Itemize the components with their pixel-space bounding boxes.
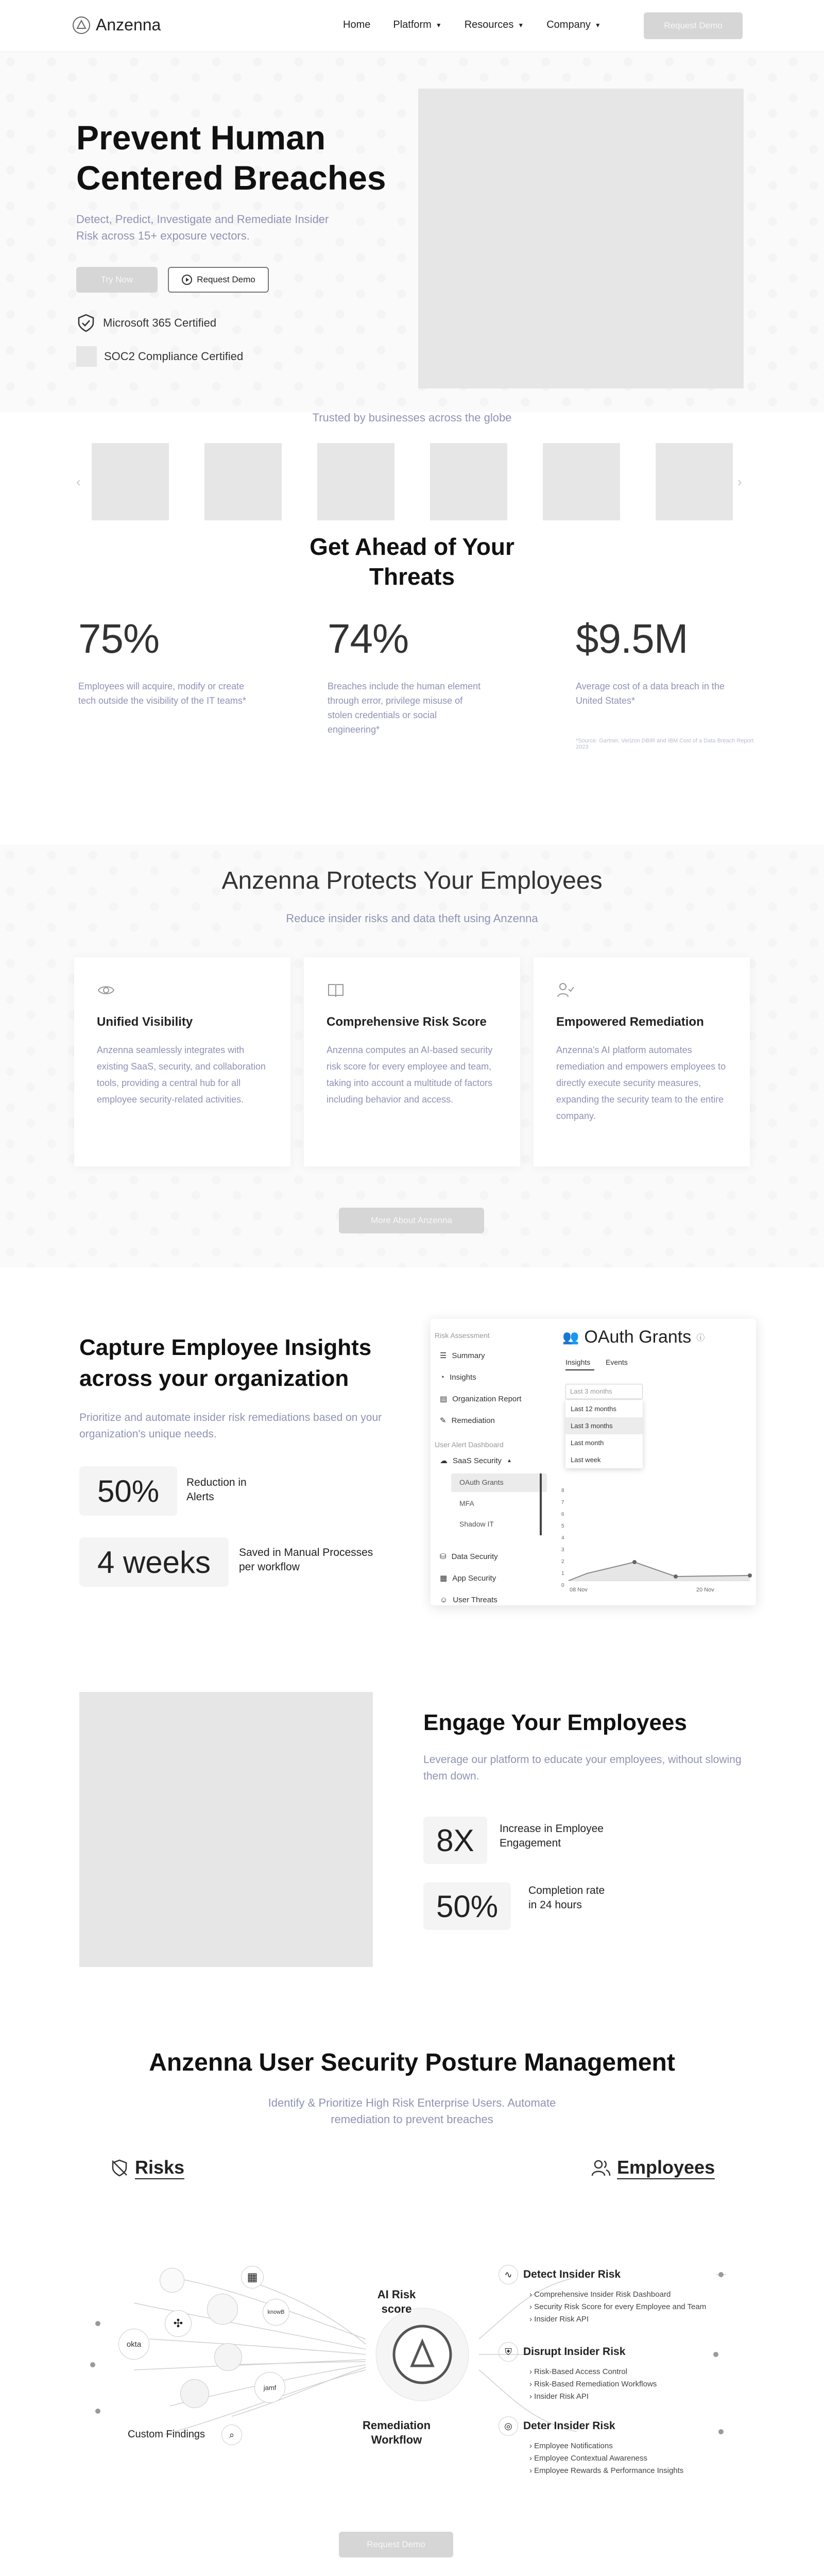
nav-home[interactable] <box>343 19 370 31</box>
engage-subtitle: Leverage our platform to educate your employees, without slowing them down. <box>423 1754 742 1782</box>
doc-icon: ▤ <box>440 1395 448 1403</box>
mock-group-label: App Security <box>452 1573 496 1583</box>
uspm-group <box>499 2416 683 2477</box>
mock-range-option[interactable]: Last month <box>571 1439 604 1447</box>
pulse-icon: ∿ <box>499 2265 518 2284</box>
brand-name: Anzenna <box>96 15 161 34</box>
dashboard-mock <box>431 1319 756 1605</box>
insights-subtitle: Prioritize and automate insider risk remediations based on your organization's unique needs. <box>79 1412 382 1440</box>
mock-item-label: Organization Report <box>452 1394 522 1403</box>
group-title: Deter Insider Risk <box>523 2420 615 2432</box>
search-icon: ⌕ <box>221 2425 242 2445</box>
database-icon: ⛁ <box>440 1552 447 1561</box>
mock-group-label: Data Security <box>451 1552 498 1561</box>
mock-sidebar-item[interactable] <box>440 1388 558 1410</box>
mock-sidebar <box>440 1345 558 1431</box>
mock-range-option[interactable]: Last 12 months <box>571 1405 616 1413</box>
mock-sidebar-item[interactable] <box>440 1410 558 1431</box>
metric-label: Reduction in Alerts <box>186 1477 247 1503</box>
y-tick: 6 <box>561 1512 564 1517</box>
mock-range-menu <box>565 1400 643 1468</box>
user-icon: ☺ <box>440 1595 448 1604</box>
jamf-node-icon: jamf <box>254 2372 285 2403</box>
mock-sub-item[interactable]: Shadow IT <box>459 1520 494 1528</box>
mock-tab-events[interactable]: Events <box>606 1358 628 1366</box>
employees-heading <box>591 2157 715 2179</box>
nav-platform[interactable] <box>393 19 441 31</box>
group-item-label: Employee Notifications <box>534 2442 613 2450</box>
card-title: Unified Visibility <box>97 1015 193 1029</box>
y-tick: 8 <box>561 1488 564 1494</box>
mock-group-item[interactable] <box>440 1546 498 1567</box>
y-tick: 4 <box>561 1535 564 1541</box>
metric-value: 50% <box>423 1883 511 1930</box>
y-tick: 2 <box>561 1559 564 1565</box>
chevron-down-icon: ▼ <box>435 21 442 29</box>
mock-range-option[interactable]: Last 3 months <box>565 1417 643 1434</box>
group-item-label: Insider Risk API <box>534 2315 589 2324</box>
mock-section2-label: User Alert Dashboard <box>435 1440 504 1449</box>
play-circle-icon <box>181 274 193 285</box>
group-header <box>499 2265 706 2284</box>
group-item: › Insider Risk API <box>529 2315 589 2324</box>
cert-soc2-label: SOC2 Compliance Certified <box>104 350 244 363</box>
mock-section-label: Risk Assessment <box>435 1331 490 1340</box>
integration-node-icon <box>214 2343 242 2371</box>
metric-value: 8X <box>423 1817 487 1864</box>
group-item: › Comprehensive Insider Risk Dashboard <box>529 2290 671 2299</box>
cert-microsoft-label: Microsoft 365 Certified <box>103 316 217 329</box>
stat-text: Employees will acquire, modify or create tech outside the visibility of the IT teams* <box>78 681 246 706</box>
card-title: Comprehensive Risk Score <box>327 1015 487 1029</box>
mock-sub-item[interactable]: OAuth Grants <box>459 1478 504 1486</box>
stat-value: 75% <box>78 616 160 662</box>
protects-subtitle: Reduce insider risks and data theft using Anzenna <box>286 912 538 925</box>
okta-node-icon: okta <box>118 2329 149 2360</box>
nav-links <box>343 19 601 31</box>
client-logo <box>204 443 282 520</box>
trusted-label: Trusted by businesses across the globe <box>312 411 512 424</box>
hero-image <box>418 89 744 388</box>
uspm-group <box>499 2342 657 2403</box>
feature-card <box>304 957 520 1166</box>
mock-item-label: Insights <box>450 1372 476 1382</box>
stats-footnote: *Source: Gartner, Verizon DBIR and IBM Cost of a Data Breach Report 2023 <box>576 738 754 750</box>
nav-request-demo-button[interactable]: Request Demo <box>644 12 743 39</box>
slack-node-icon: ✣ <box>165 2310 192 2337</box>
hero-request-demo-button[interactable] <box>168 267 269 293</box>
group-header <box>499 2416 683 2436</box>
chevron-down-icon: ▼ <box>594 21 601 29</box>
client-logo <box>543 443 620 520</box>
mock-group-item[interactable] <box>440 1589 497 1611</box>
mock-tab-insights[interactable]: Insights <box>565 1358 591 1366</box>
mock-group-label: User Threats <box>453 1595 497 1604</box>
metric-label: Increase in Employee Engagement <box>500 1823 604 1849</box>
mock-scrollbar[interactable] <box>540 1473 542 1535</box>
card-text: Anzenna seamlessly integrates with existing SaaS, security, and collaboration tools, providing a central hub for all employee security-related activities. <box>97 1045 266 1105</box>
app-icon: ▦ <box>440 1574 448 1583</box>
mock-range-select[interactable]: Last 3 months <box>565 1384 643 1399</box>
group-item: › Insider Risk API <box>529 2392 589 2401</box>
list-icon: ☰ <box>440 1351 447 1360</box>
group-item-label: Employee Contextual Awareness <box>534 2454 648 2463</box>
mock-saas-item[interactable] <box>440 1450 512 1471</box>
nav-home-label: Home <box>343 19 371 30</box>
metric-label: Saved in Manual Processes per workflow <box>239 1547 373 1573</box>
target-icon: ◎ <box>499 2416 518 2436</box>
mock-chart <box>562 1485 753 1598</box>
group-items <box>529 2366 657 2403</box>
y-tick: 0 <box>561 1583 564 1588</box>
feature-card <box>74 957 290 1166</box>
uspm-subtitle: Identify & Prioritize High Risk Enterprise Users. Automate remediation to prevent breaches <box>268 2096 556 2126</box>
threats-title: Get Ahead of Your Threats <box>310 533 514 590</box>
chevron-up-icon: ▲ <box>507 1458 512 1464</box>
shield-check-icon <box>76 313 96 333</box>
uspm-request-demo-button[interactable]: Request Demo <box>339 2532 453 2557</box>
mock-sidebar-item[interactable] <box>440 1366 558 1388</box>
metric-value: 50% <box>79 1466 177 1516</box>
nav-resources[interactable] <box>465 19 524 31</box>
mock-sub-item[interactable]: MFA <box>459 1499 474 1507</box>
remediation-label: Remediation Workflow <box>362 2419 431 2446</box>
carousel-next-icon[interactable]: › <box>737 474 742 489</box>
mock-header <box>562 1327 705 1347</box>
ai-risk-label: AI Risk score <box>377 2288 416 2315</box>
client-logo <box>92 443 169 520</box>
hero-subtitle: Detect, Predict, Investigate and Remediate Insider Risk across 15+ exposure vectors. <box>76 213 329 242</box>
integration-node-icon <box>160 2268 184 2293</box>
users-icon: 👥 <box>562 1329 579 1345</box>
cert-soc2 <box>76 346 243 367</box>
bulb-icon: ◔ <box>440 1372 445 1382</box>
group-item-label: Risk-Based Access Control <box>534 2367 628 2376</box>
mock-y-axis <box>561 1488 564 1588</box>
group-item: › Employee Contextual Awareness <box>529 2454 648 2463</box>
mock-item-label: Remediation <box>451 1416 495 1425</box>
group-title: Disrupt Insider Risk <box>523 2346 626 2358</box>
engage-title: Engage Your Employees <box>423 1710 687 1735</box>
group-item-label: Security Risk Score for every Employee and Team <box>534 2302 707 2311</box>
stat-text: Breaches include the human element through error, privilege misuse of stolen credentials or social engineering* <box>328 681 481 735</box>
group-items <box>529 2289 706 2326</box>
stat-value: $9.5M <box>576 616 688 662</box>
mock-tab-underline <box>565 1369 594 1370</box>
group-item-label: Risk-Based Remediation Workflows <box>534 2380 657 2388</box>
card-text: Anzenna computes an AI-based security risk score for every employee and team, taking into account a multitude of factors including behavior and access. <box>327 1045 493 1105</box>
top-nav <box>0 0 824 52</box>
uspm-group <box>499 2265 706 2326</box>
client-logo <box>656 443 733 520</box>
metric-value: 4 weeks <box>79 1537 229 1587</box>
group-item-label: Comprehensive Insider Risk Dashboard <box>534 2290 671 2299</box>
chevron-down-icon: ▼ <box>518 21 524 29</box>
user-check-icon <box>556 981 575 999</box>
risks-label: Risks <box>135 2157 184 2179</box>
group-item: › Risk-Based Remediation Workflows <box>529 2380 657 2388</box>
eye-icon <box>97 981 115 999</box>
microsoft-node-icon: ▦ <box>241 2266 264 2289</box>
group-header <box>499 2342 657 2362</box>
users-icon <box>591 2159 611 2177</box>
group-item: › Security Risk Score for every Employee and Team <box>529 2302 707 2311</box>
mock-range-option[interactable]: Last week <box>571 1456 601 1464</box>
wrench-icon: ✎ <box>440 1416 447 1425</box>
x-tick: 08 Nov <box>570 1587 588 1593</box>
mock-header-title: OAuth Grants <box>584 1327 692 1347</box>
integration-node-icon <box>180 2379 209 2408</box>
carousel-prev-icon[interactable]: ‹ <box>76 474 81 489</box>
mock-sidebar-item[interactable] <box>440 1345 558 1366</box>
info-icon: ⓘ <box>696 1334 705 1343</box>
employees-label: Employees <box>617 2157 715 2179</box>
nav-platform-label: Platform <box>393 19 432 30</box>
card-title: Empowered Remediation <box>556 1015 704 1029</box>
client-logo <box>430 443 507 520</box>
card-text: Anzenna's AI platform automates remediation and empowers employees to directly execute security measures, expanding the security team to the entire company. <box>556 1045 726 1121</box>
group-item: › Employee Rewards & Performance Insights <box>529 2466 684 2475</box>
mock-group-item[interactable] <box>440 1567 496 1589</box>
shield-icon: ⛨ <box>499 2342 518 2362</box>
try-now-button[interactable]: Try Now <box>76 267 158 293</box>
shield-off-icon <box>110 2159 129 2177</box>
integration-node-icon <box>207 2294 238 2325</box>
stat-text: Average cost of a data breach in the United States* <box>576 681 725 706</box>
stat-value: 74% <box>328 616 409 662</box>
risks-heading <box>110 2157 184 2179</box>
group-title: Detect Insider Risk <box>523 2268 621 2280</box>
client-logo <box>317 443 394 520</box>
uspm-title: Anzenna User Security Posture Management <box>149 2049 675 2076</box>
protects-title: Anzenna Protects Your Employees <box>221 867 603 894</box>
more-about-button[interactable]: More About Anzenna <box>339 1208 484 1233</box>
nav-resources-label: Resources <box>464 19 514 30</box>
x-tick: 20 Nov <box>696 1587 714 1593</box>
cert-microsoft <box>76 313 216 333</box>
insights-title: Capture Employee Insights across your organization <box>79 1335 372 1391</box>
engage-image <box>79 1692 373 1967</box>
soc2-badge-icon <box>76 346 97 367</box>
nav-company[interactable] <box>546 19 601 31</box>
anzenna-logo-icon <box>72 16 91 35</box>
group-items <box>529 2440 683 2477</box>
book-icon <box>327 981 345 999</box>
knowbe4-node-icon: knowB <box>263 2299 289 2326</box>
custom-findings-label: Custom Findings <box>128 2429 205 2440</box>
hero-title: Prevent Human Centered Breaches <box>76 118 386 197</box>
brand-logo[interactable] <box>72 15 161 35</box>
y-tick: 1 <box>561 1571 564 1577</box>
mock-saas-label: SaaS Security <box>453 1456 502 1465</box>
nav-company-label: Company <box>546 19 591 30</box>
y-tick: 7 <box>561 1500 564 1505</box>
cloud-icon: ☁ <box>440 1456 448 1465</box>
y-tick: 3 <box>561 1547 564 1553</box>
group-item: › Employee Notifications <box>529 2442 613 2450</box>
group-item-label: Employee Rewards & Performance Insights <box>534 2466 684 2475</box>
feature-card <box>534 957 750 1166</box>
hero-request-demo-label: Request Demo <box>197 275 255 284</box>
metric-label: Completion rate in 24 hours <box>528 1885 605 1911</box>
y-tick: 5 <box>561 1523 564 1529</box>
mock-item-label: Summary <box>452 1351 485 1360</box>
group-item: › Risk-Based Access Control <box>529 2367 628 2376</box>
group-item-label: Insider Risk API <box>534 2392 589 2401</box>
